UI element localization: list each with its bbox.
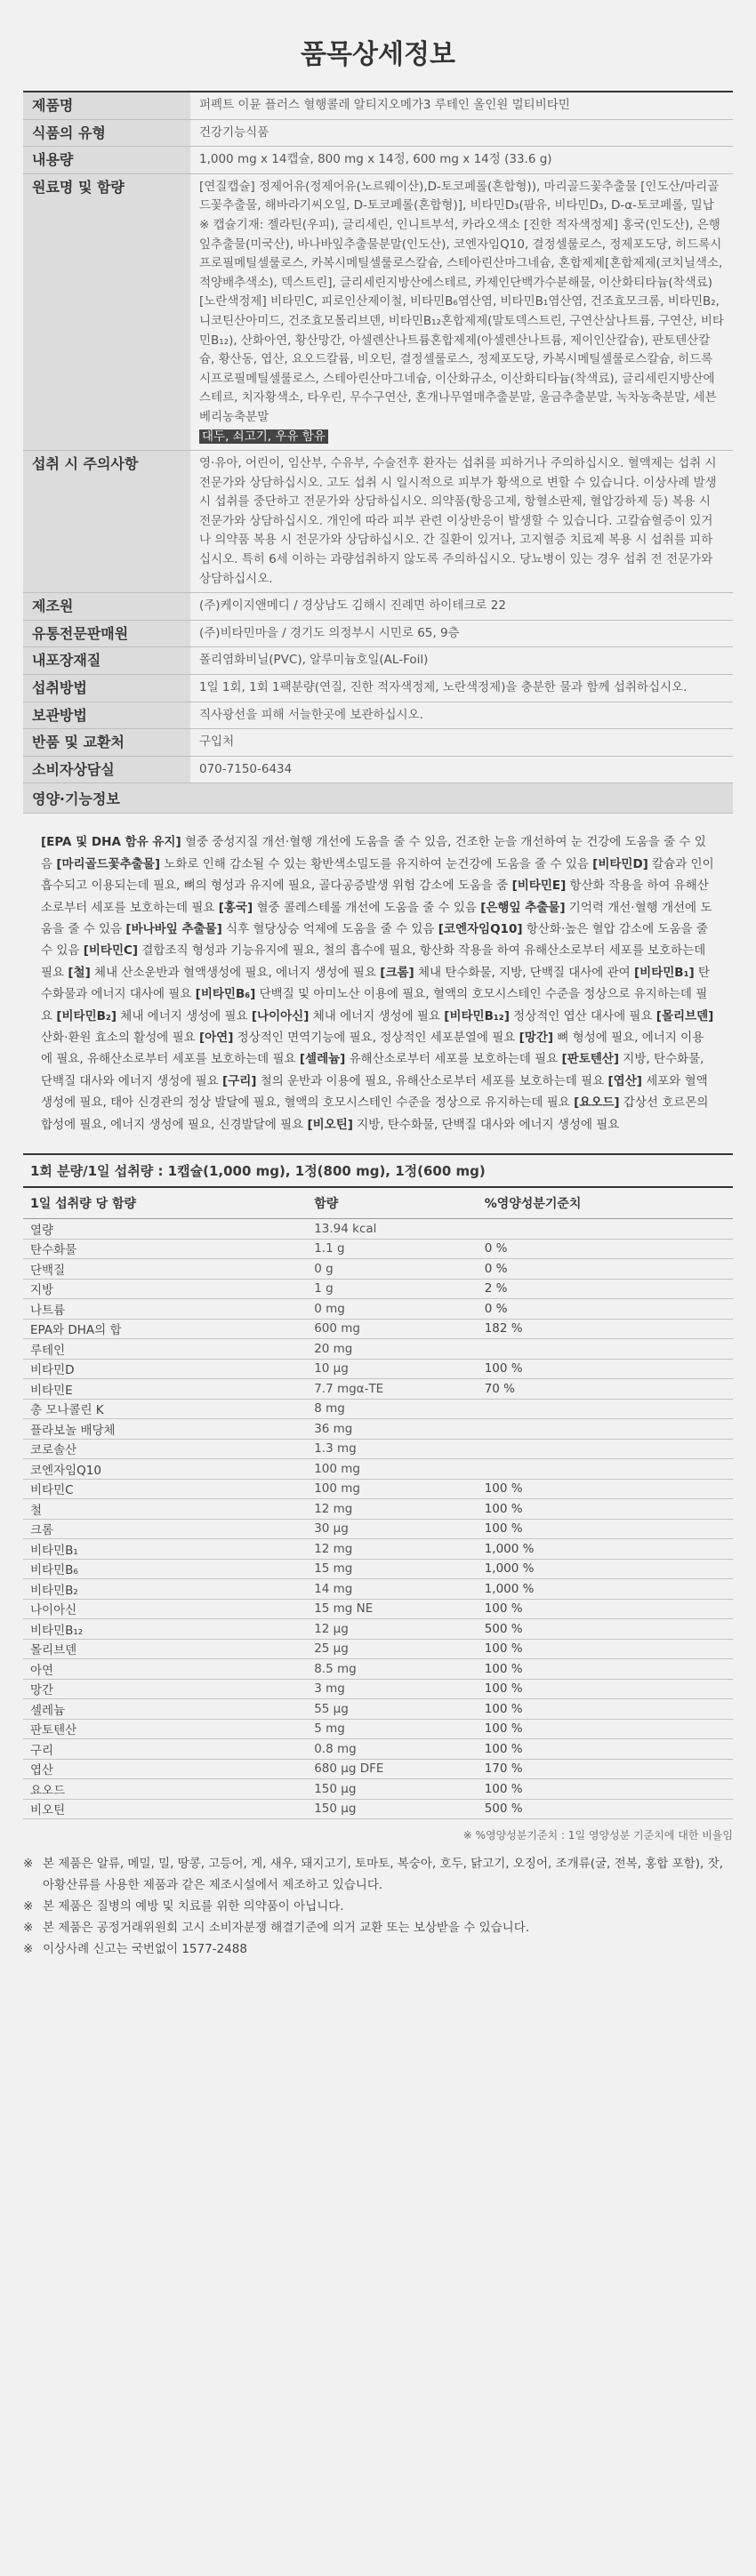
note-item <box>23 1938 733 1960</box>
info-value-text: 1,000 mg x 14캡슐, 800 mg x 14정, 600 mg x 14정 (33.6 g) <box>199 152 552 167</box>
nutrient-name: 비타민C <box>23 1479 307 1499</box>
nutrient-name: 열량 <box>23 1219 307 1240</box>
nutrient-amount: 0 mg <box>307 1299 478 1320</box>
info-value <box>190 621 733 647</box>
note-text: 본 제품은 공정거래위원회 고시 소비자분쟁 해결기준에 의거 교환 또는 보상받을 수 있습니다. <box>43 1921 530 1936</box>
info-value-text: 영·유아, 어린이, 임산부, 수유부, 수술전후 환자는 섭취를 피하거나 주의하십시오. 혈액제는 섭취 시 전문가와 상담하십시오. 고도 섭취 시 일시적으로 피부가 황색으로 변할 수 있습니다. 이상사례 발생 시 섭취를 중단하고 전문가와 상담하십시오. 의약품(항응고제, 항혈소판제, 혈압강하제 등) 복용 시 전문가와 상담하십시오. 개인에 따라 피부 관련 이상반응이 발생할 수 있습니다. 고칼슘혈증이 있거나 의약품 복용 시 전문가와 상담하십시오. 간 질환이 있거나, 고지혈증 치료제 복용 시 섭취를 피하십시오. 특히 6세 이하는 과량섭취하지 않도록 주의하십시오. 당뇨병이 있는 경우 섭취 전 전문가와 상담하십시오. <box>199 456 721 586</box>
nutrient-amount: 15 mg NE <box>307 1599 478 1619</box>
nutrient-dv <box>478 1419 733 1440</box>
nutrient-dv: 100 % <box>478 1519 733 1539</box>
nutrient-amount: 0 g <box>307 1259 478 1280</box>
nutrient-dv: 500 % <box>478 1799 733 1819</box>
nutrient-dv: 100 % <box>478 1779 733 1800</box>
nutrient-amount: 12 mg <box>307 1499 478 1520</box>
nutrient-amount: 15 mg <box>307 1559 478 1579</box>
nutrition-row <box>23 1619 733 1640</box>
nutrition-row <box>23 1699 733 1720</box>
nutrient-amount: 1 g <box>307 1279 478 1299</box>
nutrition-row <box>23 1779 733 1800</box>
info-row <box>23 174 733 451</box>
nutrition-row <box>23 1739 733 1760</box>
nutrient-dv: 1,000 % <box>478 1539 733 1560</box>
nutrient-amount: 1.1 g <box>307 1239 478 1259</box>
note-item <box>23 1896 733 1917</box>
info-row <box>23 147 733 174</box>
info-value-text: (주)비타민마을 / 경기도 의정부시 시민로 65, 9층 <box>199 625 460 640</box>
info-label: 식품의 유형 <box>23 120 190 147</box>
nutrient-name: 아연 <box>23 1659 307 1680</box>
nutrient-dv <box>478 1339 733 1360</box>
nutrient-name: 판토텐산 <box>23 1719 307 1739</box>
nutrient-amount: 1.3 mg <box>307 1439 478 1459</box>
info-label: 섭취 시 주의사항 <box>23 451 190 592</box>
nutrient-name: 크롬 <box>23 1519 307 1539</box>
product-info-table <box>23 92 733 783</box>
nutrient-dv: 100 % <box>478 1479 733 1499</box>
info-row <box>23 702 733 730</box>
function-text: [EPA 및 DHA 함유 유지] 혈중 중성지질 개선·혈행 개선에 도움을 줄 수 있음, 건조한 눈을 개선하여 눈 건강에 도움을 줄 수 있음 [마리골드꽃추출물] 노화로 인해 감소될 수 있는 황반색소밀도를 유지하여 눈건강에 도움을 줄 수 있음 [비타민D] 칼슘과 인이 흡수되고 이용되는데 필요, 뼈의 형성과 유지에 필요, 골다공증발생 위험 감소에 도움을 줌 [비타민E] 항산화 작용을 하여 유해산소로부터 세포를 보호하는데 필요 [홍국] 혈중 콜레스테롤 개선에 도움을 줄 수 있음 [은행잎 추출물] 기억력 개선·혈행 개선에 도움을 줄 수 있음 [바나바잎 추출물] 식후 혈당상승 억제에 도움을 줄 수 있음 [코엔자임Q10] 항산화·높은 혈압 감소에 도움을 줄 수 있음 [비타민C] 결합조직 형성과 기능유지에 필요, 철의 흡수에 필요, 항산화 작용을 하여 유해산소로부터 세포를 보호하는데 필요 [철] 체내 산소운반과 혈액생성에 필요, 에너지 생성에 필요 [크롬] 체내 탄수화물, 지방, 단백질 대사에 관여 [비타민B₁] 탄수화물과 에너지 대사에 필요 [비타민B₆] 단백질 및 아미노산 이용에 필요, 혈액의 호모시스테인 수준을 정상으로 유지하는데 필요 [비타민B₂] 체내 에너지 생성에 필요 [나이아신] 체내 에너지 생성에 필요 [비타민B₁₂] 정상적인 엽산 대사에 필요 [몰리브덴] 산화·환원 효소의 활성에 필요 [아연] 정상적인 면역기능에 필요, 정상적인 세포분열에 필요 [망간] 뼈 형성에 필요, 에너지 이용에 필요, 유해산소로부터 세포를 보호하는데 필요 [셀레늄] 유해산소로부터 세포를 보호하는데 필요 [판토텐산] 지방, 탄수화물, 단백질 대사와 에너지 생성에 필요 [구리] 철의 운반과 이용에 필요, 유해산소로부터 세포를 보호하는데 필요 [엽산] 세포와 혈액생성에 필요, 태아 신경관의 정상 발달에 필요, 혈액의 호모시스테인 수준을 정상으로 유지하는데 필요 [요오드] 갑상선 호르몬의 합성에 필요, 에너지 생성에 필요, 신경발달에 필요 [비오틴] 지방, 탄수화물, 단백질 대사와 에너지 생성에 필요 <box>41 835 714 1132</box>
nutrition-row <box>23 1759 733 1779</box>
nutrient-dv: 100 % <box>478 1739 733 1760</box>
info-value <box>190 757 733 783</box>
nutrition-row <box>23 1259 733 1280</box>
info-value <box>190 647 733 674</box>
nutrient-name: 비타민B₁₂ <box>23 1619 307 1640</box>
nutrient-amount: 12 mg <box>307 1539 478 1560</box>
nutrition-row <box>23 1599 733 1619</box>
nutrient-name: 비타민E <box>23 1379 307 1400</box>
serving-size: 1회 분량/1일 섭취량 : 1캡슐(1,000 mg), 1정(800 mg), 1정(600 mg) <box>23 1153 733 1188</box>
nutrition-footnote: ※ %영양성분기준치 : 1일 영양성분 기준치에 대한 비율임 <box>462 1829 733 1842</box>
nutrient-dv: 100 % <box>478 1599 733 1619</box>
note-text: 이상사례 신고는 국번없이 1577-2488 <box>43 1942 247 1957</box>
info-row <box>23 621 733 648</box>
nutrition-row <box>23 1359 733 1379</box>
nutrient-amount: 150 μg <box>307 1799 478 1819</box>
info-label: 보관방법 <box>23 702 190 729</box>
nutrient-amount: 100 mg <box>307 1459 478 1480</box>
info-label: 소비자상담실 <box>23 757 190 783</box>
info-value-text: 구입처 <box>199 734 235 750</box>
info-label: 섭취방법 <box>23 675 190 702</box>
page-title: 품목상세정보 <box>301 39 455 70</box>
info-value <box>190 174 733 450</box>
nutrition-row <box>23 1419 733 1440</box>
nutrition-row <box>23 1379 733 1400</box>
note-text: 본 제품은 질병의 예방 및 치료를 위한 의약품이 아닙니다. <box>43 1899 344 1914</box>
nutrition-row <box>23 1559 733 1579</box>
nutrient-name: 비타민B₆ <box>23 1559 307 1579</box>
nutrition-row <box>23 1299 733 1320</box>
nutrient-dv: 100 % <box>478 1719 733 1739</box>
nutrition-row <box>23 1279 733 1299</box>
nutrient-dv: 182 % <box>478 1319 733 1339</box>
nutrient-name: 몰리브덴 <box>23 1639 307 1659</box>
nutrient-name: 비타민B₂ <box>23 1579 307 1600</box>
nutrient-name: 총 모나콜린 K <box>23 1399 307 1419</box>
function-section-title: 영양·기능정보 <box>23 783 733 814</box>
info-value <box>190 729 733 756</box>
info-label: 내포장재질 <box>23 647 190 674</box>
nutrient-name: 탄수화물 <box>23 1239 307 1259</box>
nutrition-row <box>23 1459 733 1480</box>
info-value-text: 직사광선을 피해 서늘한곳에 보관하십시오. <box>199 707 423 722</box>
info-value-text: 폴리염화비닐(PVC), 알루미늄호일(AL-Foil) <box>199 653 429 668</box>
notes-list <box>23 1853 733 1960</box>
info-label: 유통전문판매원 <box>23 621 190 647</box>
nutrient-dv: 100 % <box>478 1659 733 1680</box>
info-value <box>190 702 733 729</box>
nutrient-amount: 20 mg <box>307 1339 478 1360</box>
nutrient-dv: 70 % <box>478 1379 733 1400</box>
nutrient-name: 나이아신 <box>23 1599 307 1619</box>
info-row <box>23 729 733 757</box>
nutrient-name: 비타민D <box>23 1359 307 1379</box>
nutrient-amount: 8 mg <box>307 1399 478 1419</box>
nutrition-row <box>23 1479 733 1499</box>
nutrient-name: 철 <box>23 1499 307 1520</box>
nutrient-name: 지방 <box>23 1279 307 1299</box>
nutrient-amount: 3 mg <box>307 1679 478 1699</box>
nutrient-name: 코엔자임Q10 <box>23 1459 307 1480</box>
info-row <box>23 92 733 120</box>
note-item <box>23 1917 733 1938</box>
nutrition-table <box>23 1188 733 1819</box>
nutrient-amount: 600 mg <box>307 1319 478 1339</box>
nutrition-row <box>23 1679 733 1699</box>
note-item <box>23 1853 733 1896</box>
note-mark: ※ <box>23 1857 34 1872</box>
info-label: 내용량 <box>23 147 190 173</box>
nutrient-name: 비타민B₁ <box>23 1539 307 1560</box>
nutrient-dv: 170 % <box>478 1759 733 1779</box>
nutrient-dv: 1,000 % <box>478 1579 733 1600</box>
nutrient-amount: 7.7 mgα-TE <box>307 1379 478 1400</box>
nutrient-dv: 0 % <box>478 1259 733 1280</box>
nutrition-row <box>23 1579 733 1600</box>
info-value <box>190 92 733 119</box>
info-value-text: 070-7150-6434 <box>199 761 293 776</box>
nutrient-amount: 100 mg <box>307 1479 478 1499</box>
note-mark: ※ <box>23 1942 34 1957</box>
nutrient-dv: 100 % <box>478 1699 733 1720</box>
nutrient-dv <box>478 1459 733 1480</box>
nutrient-dv: 0 % <box>478 1239 733 1259</box>
info-row <box>23 757 733 784</box>
info-value-text: 건강기능식품 <box>199 124 269 140</box>
nutrient-name: 엽산 <box>23 1759 307 1779</box>
nutrient-name: 루테인 <box>23 1339 307 1360</box>
info-row <box>23 120 733 148</box>
info-row <box>23 451 733 593</box>
nutrient-amount: 14 mg <box>307 1579 478 1600</box>
info-value <box>190 451 733 592</box>
nutrition-row <box>23 1399 733 1419</box>
info-row <box>23 675 733 702</box>
nutrient-name: 요오드 <box>23 1779 307 1800</box>
nutrition-row <box>23 1719 733 1739</box>
nutrition-row <box>23 1799 733 1819</box>
nutrition-row <box>23 1339 733 1360</box>
nutrient-name: 플라보놀 배당체 <box>23 1419 307 1440</box>
info-value-text: [연질캡슐] 정제어유(정제어유(노르웨이산),D-토코페롤(혼합형)), 마리골드꽃추출물 [인도산/마리골드꽃추출물, 해바라기씨오일, D-토코페롤(혼합형)], 비타민D₃(팜유, 비타민D₃, D-α-토코페롤, 밀납 ※ 캡슐기재: 젤라틴(우피), 글리세린, 인니트부석, 카라오색소 [진한 적자색정제] 홍국(인도산), 은행잎추출물(미국산), 바나바잎추출물분말(인도산), 코엔자임Q10, 결정셀룰로스, 정제포도당, 히드록시프로필메틸셀룰로스, 카복시메틸셀룰로스칼슘, 스테아린산마그네슘, 혼합제제[혼합제제(코치닐색소, 적양배추색소), 덱스트린], 글리세린지방산에스테르, 카제인단백가수분해물, 이산화티타늄(착색료) [노란색정제] 비타민C, 피로인산제이철, 비타민B₆염산염, 비타민B₁염산염, 건조효모크롬, 비타민B₂, 니코틴산아미드, 건조효모몰리브덴, 비타민B₁₂혼합제제(말토덱스트린, 구연산삼나트륨, 구연산, 비타민B₁₂), 산화아연, 황산망간, 아셀렌산나트륨혼합제제(아셀렌산나트륨, 제이인산칼슘), 판토텐산칼슘, 황산동, 엽산, 요오드칼륨, 비오틴, 결정셀룰로스, 정제포도당, 카복시메틸셀룰로스칼슘, 히드록시프로필메틸셀룰로스, 스테아린산마그네슘, 이산화규소, 이산화티타늄(착색료), 글리세린지방산에스테르, 치자황색소, 타우린, 무수구연산, 혼개나무열매추출분말, 울금추출분말, 녹차농축분말, 세븐베리농축분말 <box>199 179 727 424</box>
nutrition-row <box>23 1439 733 1459</box>
nutrient-amount: 5 mg <box>307 1719 478 1739</box>
nutrition-row <box>23 1539 733 1560</box>
nutrient-amount: 0.8 mg <box>307 1739 478 1760</box>
nutrient-amount: 13.94 kcal <box>307 1219 478 1240</box>
nutrient-amount: 150 μg <box>307 1779 478 1800</box>
note-text: 본 제품은 알류, 메밀, 밀, 땅콩, 고등어, 게, 새우, 돼지고기, 토마토, 복숭아, 호두, 닭고기, 오징어, 조개류(굴, 전복, 홍합 포함), 잣, 아황산류를 사용한 제품과 같은 제조시설에서 제조하고 있습니다. <box>43 1857 723 1893</box>
info-value <box>190 593 733 620</box>
info-value <box>190 675 733 702</box>
info-label: 원료명 및 함량 <box>23 174 190 450</box>
nutrition-row <box>23 1319 733 1339</box>
nutrient-dv: 100 % <box>478 1499 733 1520</box>
allergen-highlight: 대두, 쇠고기, 우유 함유 <box>199 429 328 444</box>
nutrition-row <box>23 1519 733 1539</box>
info-label: 제품명 <box>23 92 190 119</box>
nutrition-col-name: 1일 섭취량 당 함량 <box>23 1188 307 1219</box>
nutrient-amount: 36 mg <box>307 1419 478 1440</box>
nutrient-dv <box>478 1399 733 1419</box>
info-row <box>23 647 733 675</box>
nutrient-amount: 12 μg <box>307 1619 478 1640</box>
info-label: 반품 및 교환처 <box>23 729 190 756</box>
nutrition-col-dv: %영양성분기준치 <box>478 1188 733 1219</box>
info-row <box>23 593 733 621</box>
nutrient-dv: 1,000 % <box>478 1559 733 1579</box>
nutrient-amount: 10 μg <box>307 1359 478 1379</box>
nutrient-dv: 0 % <box>478 1299 733 1320</box>
nutrient-name: EPA와 DHA의 합 <box>23 1319 307 1339</box>
nutrient-dv: 100 % <box>478 1679 733 1699</box>
nutrition-col-amount: 함량 <box>307 1188 478 1219</box>
nutrient-amount: 25 μg <box>307 1639 478 1659</box>
nutrition-header-row <box>23 1188 733 1219</box>
nutrition-row <box>23 1239 733 1259</box>
nutrient-amount: 30 μg <box>307 1519 478 1539</box>
nutrient-dv <box>478 1219 733 1240</box>
nutrition-row <box>23 1659 733 1680</box>
info-value <box>190 120 733 147</box>
nutrient-dv: 100 % <box>478 1359 733 1379</box>
nutrient-dv <box>478 1439 733 1459</box>
nutrient-amount: 8.5 mg <box>307 1659 478 1680</box>
nutrient-dv: 100 % <box>478 1639 733 1659</box>
nutrition-row <box>23 1219 733 1240</box>
nutrient-name: 비오틴 <box>23 1799 307 1819</box>
info-value-text: (주)케이지앤메디 / 경상남도 김해시 진례면 하이테크로 22 <box>199 598 506 614</box>
note-mark: ※ <box>23 1899 34 1914</box>
nutrient-name: 셀레늄 <box>23 1699 307 1720</box>
nutrient-dv: 2 % <box>478 1279 733 1299</box>
nutrient-dv: 500 % <box>478 1619 733 1640</box>
nutrient-name: 코로솔산 <box>23 1439 307 1459</box>
nutrition-row <box>23 1499 733 1520</box>
nutrient-amount: 680 μg DFE <box>307 1759 478 1779</box>
nutrition-row <box>23 1639 733 1659</box>
info-value-text: 퍼펙트 이뮨 플러스 혈행콜레 알티지오메가3 루테인 올인원 멀티비타민 <box>199 98 570 112</box>
nutrient-name: 나트륨 <box>23 1299 307 1320</box>
info-value-text: 1일 1회, 1회 1팩분량(연질, 진한 적자색정제, 노란색정제)을 충분한 물과 함께 섭취하십시오. <box>199 680 688 695</box>
info-value <box>190 147 733 173</box>
info-label: 제조원 <box>23 593 190 620</box>
nutrient-name: 단백질 <box>23 1259 307 1280</box>
nutrient-amount: 55 μg <box>307 1699 478 1720</box>
nutrient-name: 망간 <box>23 1679 307 1699</box>
note-mark: ※ <box>23 1921 34 1936</box>
nutrient-name: 구리 <box>23 1739 307 1760</box>
